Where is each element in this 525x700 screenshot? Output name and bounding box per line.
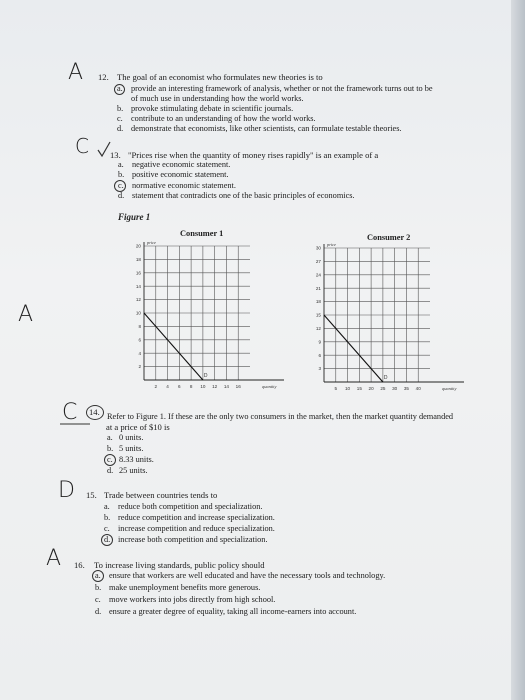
x-tick-label: 25 [380, 386, 386, 391]
x-tick-label: 30 [392, 386, 398, 391]
y-tick-label: 9 [318, 339, 321, 345]
figure-answer-mark: A [18, 302, 34, 327]
x-tick-label: 14 [223, 384, 230, 389]
q15-option-letter: b. [104, 513, 111, 522]
q13-option-letter: b. [118, 170, 125, 179]
y-tick-label: 15 [315, 312, 321, 318]
x-tick-label: 10 [344, 386, 351, 391]
q14-option-letter: d. [107, 466, 114, 475]
q15-option-letter: a. [104, 502, 110, 511]
y-axis-label: price [327, 242, 337, 247]
x-tick-label: 2 [154, 384, 158, 389]
q15-option-letter: d. [104, 535, 111, 544]
x-tick-label: 35 [403, 386, 410, 391]
x-tick-label: 12 [212, 384, 218, 389]
y-tick-label: 2 [138, 364, 141, 370]
q12-answer-mark: A [68, 60, 84, 85]
q13-number: 13. [110, 150, 121, 160]
q12-option-a: provide an interesting framework of analysis, whether or not the framework turns out to be [131, 84, 433, 93]
q14-option-c: 8.33 units. [119, 455, 154, 464]
x-tick-label: 10 [200, 384, 206, 389]
q16-number: 16. [74, 560, 85, 570]
q13-option-letter: c. [118, 181, 124, 190]
q12-option-letter: d. [117, 124, 124, 133]
q14-option-letter: c. [107, 455, 113, 464]
chart1-title: Consumer 1 [180, 229, 224, 238]
q13-option-b: positive economic statement. [132, 170, 229, 179]
demand-label: D [203, 373, 208, 379]
q14-answer-mark: C [62, 400, 78, 425]
consumer2-chart [302, 240, 477, 400]
y-tick-label: 24 [315, 272, 321, 278]
y-tick-label: 8 [138, 324, 141, 329]
q13-option-d: statement that contradicts one of the basic principles of economics. [132, 191, 355, 200]
y-axis-label: price [147, 240, 157, 245]
q16-answer-mark: A [46, 546, 62, 571]
q14-option-letter: a. [107, 433, 113, 442]
y-tick-label: 12 [135, 297, 141, 303]
q16-option-d: ensure a greater degree of equality, taking all income-earners into account. [109, 607, 357, 616]
x-tick-label: 40 [415, 386, 421, 391]
y-tick-label: 30 [315, 245, 321, 251]
q16-stem: To increase living standards, public policy should [94, 560, 265, 570]
q12-option-a-cont: of much use in understanding how the world works. [131, 94, 304, 103]
y-tick-label: 14 [135, 283, 141, 289]
q12-option-letter: a. [117, 84, 123, 93]
x-tick-label: 5 [334, 386, 338, 391]
q14-stem-cont: at a price of $10 is [106, 422, 170, 432]
q16-option-letter: c. [95, 595, 101, 604]
demand-label: D [383, 375, 388, 381]
q12-option-b: provoke stimulating debate in scientific journals. [131, 104, 294, 113]
q15-answer-mark: D [58, 478, 75, 503]
q14-option-a: 0 units. [119, 433, 144, 442]
q13-option-letter: d. [118, 191, 125, 200]
y-tick-label: 16 [135, 270, 141, 276]
y-tick-label: 18 [135, 257, 141, 262]
y-tick-label: 6 [318, 352, 321, 358]
q14-option-b: 5 units. [119, 444, 144, 453]
q12-number: 12. [98, 72, 109, 82]
chart2-title: Consumer 2 [367, 233, 411, 242]
q13-answer-mark: C [75, 134, 89, 158]
y-tick-label: 20 [135, 243, 141, 249]
q14-underline [60, 422, 90, 426]
page-edge-shadow [511, 0, 525, 700]
y-tick-label: 3 [318, 366, 321, 372]
q15-option-b: reduce competition and increase specialization. [118, 513, 275, 522]
y-tick-label: 6 [138, 337, 141, 343]
q14-option-d: 25 units. [119, 466, 148, 475]
q12-option-d: demonstrate that economists, like other scientists, can formulate testable theories. [131, 124, 402, 133]
y-tick-label: 27 [315, 259, 321, 264]
x-tick-label: 4 [166, 384, 169, 389]
q12-option-letter: c. [117, 114, 123, 123]
consumer1-chart [122, 238, 297, 398]
q16-option-b: make unemployment benefits more generous. [109, 583, 261, 592]
q14-option-letter: b. [107, 444, 114, 453]
x-axis-label: quantity [262, 384, 277, 389]
q15-number: 15. [86, 490, 97, 500]
q16-option-c: move workers into jobs directly from high school. [109, 595, 276, 604]
demand-line [144, 313, 203, 380]
q14-number: 14. [89, 407, 100, 417]
q16-option-letter: b. [95, 583, 102, 592]
q13-option-a: negative economic statement. [132, 160, 231, 169]
q15-option-d: increase both competition and specialization. [118, 535, 268, 544]
y-tick-label: 12 [315, 326, 321, 331]
y-tick-label: 21 [315, 285, 321, 291]
x-tick-label: 20 [368, 386, 374, 391]
y-tick-label: 4 [138, 350, 141, 356]
figure-label: Figure 1 [118, 212, 151, 222]
q12-option-c: contribute to an understanding of how the world works. [131, 114, 316, 123]
x-tick-label: 6 [178, 384, 181, 389]
x-tick-label: 15 [356, 386, 362, 391]
q16-option-letter: a. [95, 571, 101, 580]
x-tick-label: 8 [189, 384, 193, 389]
x-tick-label: 16 [235, 384, 241, 389]
q15-option-letter: c. [104, 524, 110, 533]
q15-option-c: increase competition and reduce specialization. [118, 524, 275, 533]
q15-stem: Trade between countries tends to [104, 490, 218, 500]
q12-stem: The goal of an economist who formulates new theories is to [117, 72, 323, 82]
q14-stem: Refer to Figure 1. If these are the only two consumers in the market, then the market quantity demanded [107, 412, 454, 421]
q13-stem: "Prices rise when the quantity of money rises rapidly" is an example of a [128, 150, 379, 160]
q13-option-c: normative economic statement. [132, 181, 236, 190]
demand-line [324, 315, 383, 382]
q13-option-letter: a. [118, 160, 124, 169]
q16-option-letter: d. [95, 607, 102, 616]
x-axis-label: quantity [442, 386, 457, 391]
q15-option-a: reduce both competition and specialization. [118, 502, 263, 511]
y-tick-label: 18 [315, 299, 321, 305]
q16-option-a: ensure that workers are well educated and have the necessary tools and technology. [109, 571, 386, 580]
q12-option-letter: b. [117, 104, 124, 113]
y-tick-label: 10 [135, 310, 141, 316]
